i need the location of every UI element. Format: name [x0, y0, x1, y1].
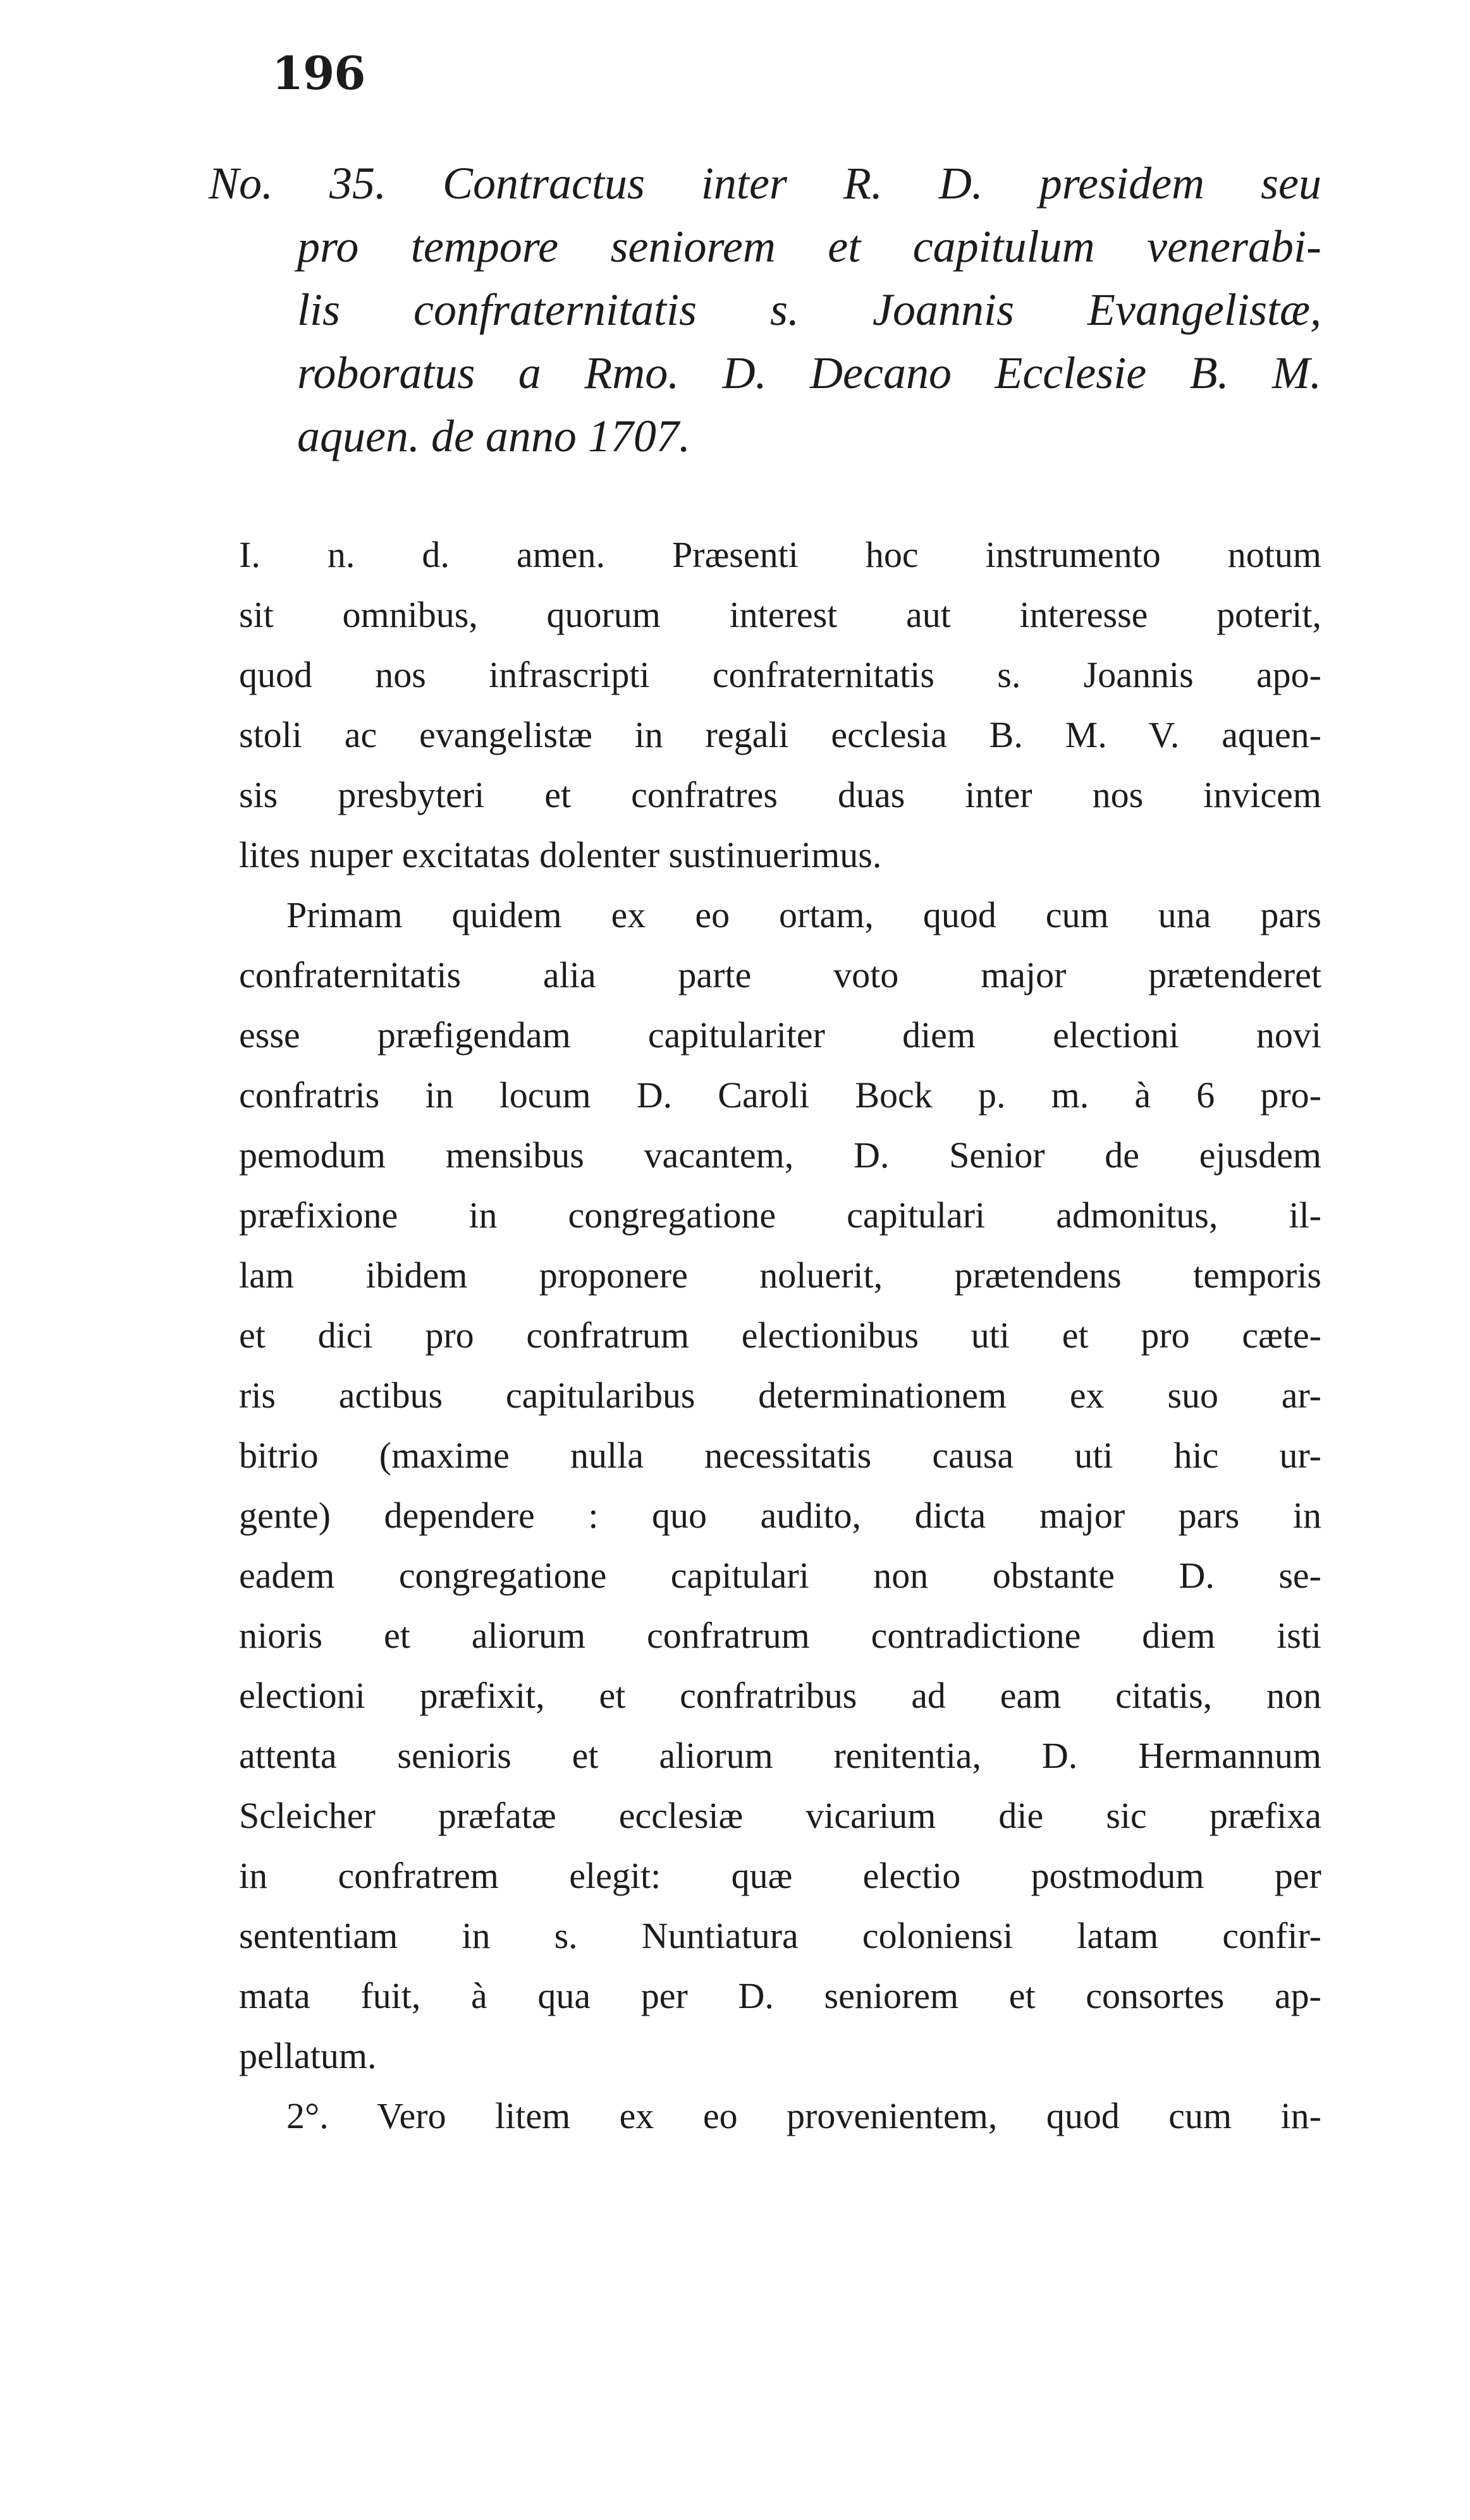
text-line: nioris et aliorum confratrum contradictione diem isti	[239, 1615, 1321, 1656]
heading-line: roboratus a Rmo. D. Decano Ecclesie B. M.	[297, 348, 1321, 398]
heading-line: No. 35. Contractus inter R. D. presidem seu	[209, 158, 1321, 209]
text-line: præfixione in congregatione capitulari admonitus, il-	[239, 1195, 1321, 1236]
heading-line: lis confraternitatis s. Joannis Evangelistæ,	[297, 284, 1321, 335]
text-line: sis presbyteri et confratres duas inter nos invicem	[239, 774, 1321, 815]
text-line: attenta senioris et aliorum renitentia, D. Hermannum	[239, 1735, 1321, 1776]
document-body	[239, 525, 1321, 2146]
text-line: sit omnibus, quorum interest aut interesse poterit,	[239, 594, 1321, 635]
text-line: Scleicher præfatæ ecclesiæ vicarium die sic præfixa	[239, 1795, 1321, 1836]
paragraph-3	[239, 2086, 1321, 2146]
text-line: esse præfigendam capitulariter diem electioni novi	[239, 1014, 1321, 1056]
text-line: pemodum mensibus vacantem, D. Senior de ejusdem	[239, 1135, 1321, 1176]
text-line: ris actibus capitularibus determinationem ex suo ar-	[239, 1375, 1321, 1416]
text-line: confraternitatis alia parte voto major prætenderet	[239, 954, 1321, 995]
text-line: mata fuit, à qua per D. seniorem et consortes ap-	[239, 1975, 1321, 2016]
text-line: in confratrem elegit: quæ electio postmodum per	[239, 1855, 1321, 1896]
text-line: pellatum.	[239, 2035, 377, 2076]
heading-line: pro tempore seniorem et capitulum venerabi-	[297, 221, 1321, 272]
text-line: bitrio (maxime nulla necessitatis causa uti hic ur-	[239, 1435, 1321, 1476]
text-line: stoli ac evangelistæ in regali ecclesia B. M. V. aquen-	[239, 714, 1321, 755]
text-line: I. n. d. amen. Præsenti hoc instrumento notum	[239, 534, 1321, 575]
heading-line: aquen. de anno 1707.	[297, 411, 690, 461]
text-line: Primam quidem ex eo ortam, quod cum una pars	[286, 894, 1321, 935]
text-line: et dici pro confratrum electionibus uti et pro cæte-	[239, 1315, 1321, 1356]
text-line: sententiam in s. Nuntiatura coloniensi latam confir-	[239, 1915, 1321, 1956]
text-line: eadem congregatione capitulari non obstante D. se-	[239, 1555, 1321, 1596]
text-line: lites nuper excitatas dolenter sustinuerimus.	[239, 834, 882, 875]
paragraph-2	[239, 885, 1321, 2086]
text-line: 2°. Vero litem ex eo provenientem, quod cum in-	[286, 2095, 1321, 2136]
page-number: 196	[272, 46, 365, 100]
text-line: gente) dependere : quo audito, dicta major pars in	[239, 1495, 1321, 1536]
document-heading	[209, 152, 1321, 468]
text-line: confratris in locum D. Caroli Bock p. m. à 6 pro-	[239, 1074, 1321, 1116]
paragraph-1	[239, 525, 1321, 885]
text-line: electioni præfixit, et confratribus ad eam citatis, non	[239, 1675, 1321, 1716]
text-line: quod nos infrascripti confraternitatis s. Joannis apo-	[239, 654, 1321, 695]
text-line: lam ibidem proponere noluerit, prætendens temporis	[239, 1255, 1321, 1296]
